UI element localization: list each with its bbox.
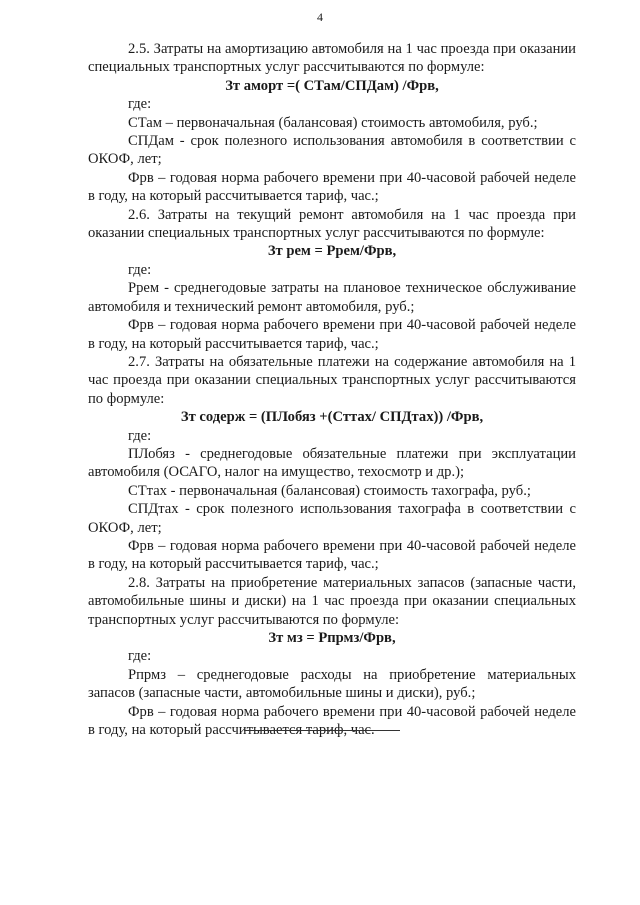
formula: Зт аморт =( СТам/СПДам) /Фрв, xyxy=(225,77,439,94)
where-label: где: xyxy=(128,427,152,444)
section-2-6 xyxy=(88,206,576,353)
definition: Фрв – годовая норма рабочего времени при 40-часовой рабочей неделе в году, на который рассчитывается тариф, час.; xyxy=(88,317,576,352)
definition: Фрв – годовая норма рабочего времени при 40-часовой рабочей неделе в году, на который рассчитывается тариф, час. xyxy=(88,703,576,739)
formula: Зт рем = Ррем/Фрв, xyxy=(267,243,397,260)
section-intro: 2.6. Затраты на текущий ремонт автомобиля на 1 час проезда при оказании специальных транспортных услуг рассчитываются по формуле: xyxy=(88,206,576,242)
definition: СПДам - срок полезного использования автомобиля в соответствии с ОКОФ, лет; xyxy=(88,133,576,168)
section-2-7 xyxy=(88,353,576,574)
definition: СТам – первоначальная (балансовая) стоимость автомобиля, руб.; xyxy=(128,114,538,131)
section-2-8 xyxy=(88,574,576,740)
section-2-5 xyxy=(88,40,576,206)
document-body xyxy=(88,40,576,739)
definition: СТтах - первоначальная (балансовая) стоимость тахографа, руб.; xyxy=(128,482,531,499)
where-label: где: xyxy=(128,261,152,278)
definition: Рпрмз – среднегодовые расходы на приобретение материальных запасов (запасные части, автомобильные шины и диски), руб.; xyxy=(88,666,576,702)
where-label: где: xyxy=(128,648,152,665)
where-label: где: xyxy=(128,96,152,113)
definition: СПДтах - срок полезного использования тахографа в соответствии с ОКОФ, лет; xyxy=(88,501,576,536)
definition: Фрв – годовая норма рабочего времени при 40-часовой рабочей неделе в году, на который рассчитывается тариф, час.; xyxy=(88,537,576,573)
definition: Ррем - среднегодовые затраты на плановое техническое обслуживание автомобиля и технический ремонт автомобиля, руб.; xyxy=(88,280,576,315)
definition: Фрв – годовая норма рабочего времени при 40-часовой рабочей неделе в году, на который рассчитывается тариф, час.; xyxy=(88,169,576,205)
section-intro: 2.5. Затраты на амортизацию автомобиля на 1 час проезда при оказании специальных транспортных услуг рассчитываются по формуле: xyxy=(88,41,576,76)
page-number: 4 xyxy=(317,10,323,24)
formula: Зт содерж = (ПЛобяз +(Сттах/ СПДтах)) /Фрв, xyxy=(180,409,484,426)
formula: Зт мз = Рпрмз/Фрв, xyxy=(268,630,396,646)
section-intro: 2.8. Затраты на приобретение материальных запасов (запасные части, автомобильные шины и диски) на 1 час проезда при оказании специальных транспортных услуг рассчитываются по формуле: xyxy=(88,574,576,628)
end-divider-line xyxy=(244,730,400,731)
definition: ПЛобяз - среднегодовые обязательные платежи при эксплуатации автомобиля (ОСАГО, налог на имущество, техосмотр и др.); xyxy=(88,445,576,481)
section-intro: 2.7. Затраты на обязательные платежи на содержание автомобиля на 1 час проезда при оказании специальных транспортных услуг рассчитываются по формуле: xyxy=(88,353,576,407)
